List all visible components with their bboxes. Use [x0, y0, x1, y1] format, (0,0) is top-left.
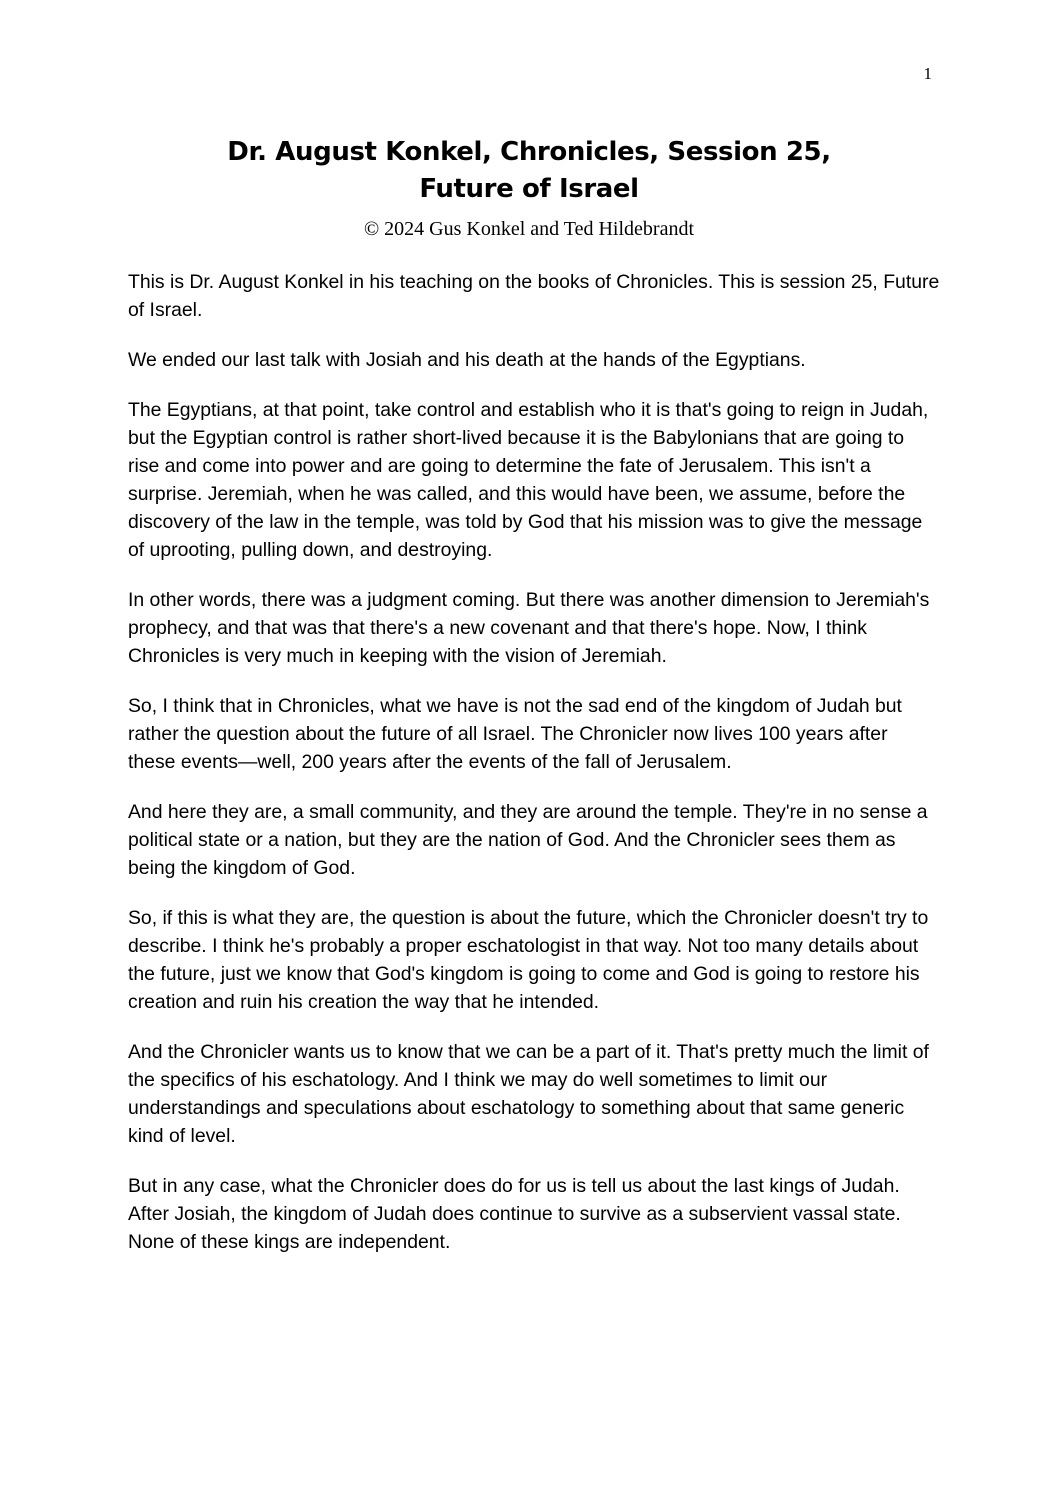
paragraph: And here they are, a small community, and they are around the temple. They're in no sense a political state or a nation, but they are the nation of God. And the Chronicler sees them as being the kingdom of God.	[128, 801, 928, 879]
paragraph: But in any case, what the Chronicler does do for us is tell us about the last kings of Judah. After Josiah, the kingdom of Judah does continue to survive as a subservient vassal state. None of these kings are independent.	[128, 1175, 901, 1253]
paragraph: So, I think that in Chronicles, what we have is not the sad end of the kingdom of Judah but rather the question about the future of all Israel. The Chronicler now lives 100 years after these events—well, 200 years after the events of the fall of Jerusalem.	[128, 695, 902, 773]
title-line-1: Dr. August Konkel, Chronicles, Session 25,	[227, 137, 831, 167]
paragraph: So, if this is what they are, the question is about the future, which the Chronicler doesn't try to describe. I think he's probably a proper eschatologist in that way. Not too many details about the future, just we know that God's kingdom is going to come and God is going to restore his creation and ruin his creation the way that he intended.	[128, 907, 929, 1013]
paragraph: This is Dr. August Konkel in his teaching on the books of Chronicles. This is session 25, Future of Israel.	[128, 271, 940, 321]
copyright-line: © 2024 Gus Konkel and Ted Hildebrandt	[363, 218, 695, 240]
paragraph: We ended our last talk with Josiah and his death at the hands of the Egyptians.	[128, 349, 806, 371]
paragraph: The Egyptians, at that point, take control and establish who it is that's going to reign in Judah, but the Egyptian control is rather short-lived because it is the Babylonians that are going to rise and come into power and are going to determine the fate of Jerusalem. This isn't a surprise. Jeremiah, when he was called, and this would have been, we assume, before the discovery of the law in the temple, was told by God that his mission was to give the message of uprooting, pulling down, and destroying.	[128, 399, 929, 561]
page-number: 1	[923, 64, 932, 83]
document-body	[128, 268, 940, 1278]
paragraph: And the Chronicler wants us to know that we can be a part of it. That's pretty much the limit of the specifics of his eschatology. And I think we may do well sometimes to limit our understandings and speculations about eschatology to something about that same generic kind of level.	[128, 1041, 929, 1147]
document-title	[0, 134, 1058, 208]
title-line-2: Future of Israel	[419, 174, 639, 204]
paragraph: In other words, there was a judgment coming. But there was another dimension to Jeremiah's prophecy, and that was that there's a new covenant and that there's hope. Now, I think Chronicles is very much in keeping with the vision of Jeremiah.	[128, 589, 930, 667]
